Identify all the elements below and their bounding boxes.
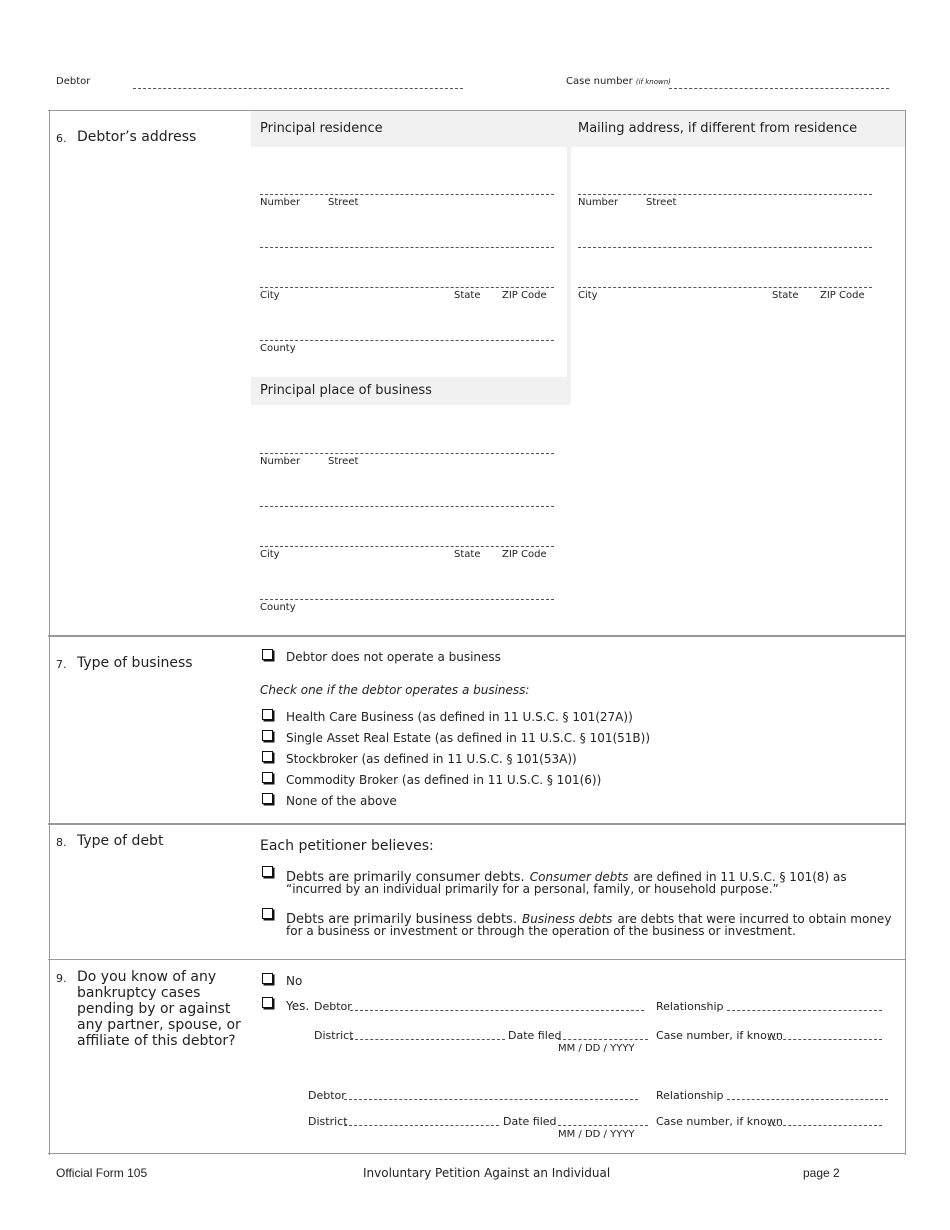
debtor-label: Debtor xyxy=(314,1000,352,1013)
city-label: City xyxy=(260,549,280,560)
checkbox-single-asset[interactable] xyxy=(262,730,273,741)
checkbox-yes[interactable] xyxy=(262,997,273,1008)
page-number: page 2 xyxy=(803,1166,840,1180)
county-label: County xyxy=(260,602,296,613)
option-label: None of the above xyxy=(286,794,397,808)
street-label: Street xyxy=(328,456,359,467)
principal-residence-heading: Principal residence xyxy=(260,121,383,136)
business-street-line2-field[interactable] xyxy=(260,506,554,507)
section-title: Type of business xyxy=(77,655,193,671)
business-debts-line1: Debts are primarily business debts. Business debts are debts that were incurred to obtain money xyxy=(286,912,892,927)
frame-right-border xyxy=(905,110,906,1155)
zip-label: ZIP Code xyxy=(502,290,547,301)
date-format-hint: MM / DD / YYYY xyxy=(558,1043,635,1054)
case1-date-field[interactable] xyxy=(558,1039,648,1040)
district-label: District xyxy=(308,1115,348,1128)
case-number-label: Case number (if known) xyxy=(566,76,671,87)
county-label: County xyxy=(260,343,296,354)
case2-district-field[interactable] xyxy=(344,1125,499,1126)
street-label: Street xyxy=(646,197,677,208)
option-label: Commodity Broker (as defined in 11 U.S.C. § 101(6)) xyxy=(286,773,602,787)
section-number: 9. xyxy=(56,972,67,985)
case1-case-number-field[interactable] xyxy=(768,1039,882,1040)
section-number: 6. xyxy=(56,132,67,145)
section-number: 7. xyxy=(56,658,67,671)
section-divider-9 xyxy=(48,959,906,960)
checkbox-none-of-above[interactable] xyxy=(262,793,273,804)
section-title: Debtor’s address xyxy=(77,129,197,145)
yes-label: Yes. xyxy=(286,999,310,1013)
frame-left-border xyxy=(49,110,50,1155)
section-title: Do you know of any bankruptcy cases pending by or against any partner, spouse, or affiliate of this debtor? xyxy=(77,969,241,1049)
case1-relationship-field[interactable] xyxy=(727,1010,882,1011)
checkbox-commodity-broker[interactable] xyxy=(262,772,273,783)
checkbox-health-care[interactable] xyxy=(262,709,273,720)
column-separator xyxy=(567,111,571,405)
no-label: No xyxy=(286,974,303,988)
case2-date-field[interactable] xyxy=(558,1125,648,1126)
number-label: Number xyxy=(578,197,619,208)
section-title: Type of debt xyxy=(77,833,164,849)
consumer-debts-line1: Debts are primarily consumer debts. Consumer debts are defined in 11 U.S.C. § 101(8) as xyxy=(286,870,847,885)
state-label: State xyxy=(454,549,481,560)
checkbox-stockbroker[interactable] xyxy=(262,751,273,762)
date-filed-label: Date filed xyxy=(508,1029,562,1042)
business-street-field[interactable] xyxy=(260,453,554,454)
checkbox-business-debts[interactable] xyxy=(262,908,273,919)
form-name: Official Form 105 xyxy=(56,1166,148,1180)
case2-case-number-field[interactable] xyxy=(768,1125,882,1126)
option-label: Stockbroker (as defined in 11 U.S.C. § 101(53A)) xyxy=(286,752,577,766)
principal-business-heading: Principal place of business xyxy=(260,383,432,398)
business-county-field[interactable] xyxy=(260,599,554,600)
relationship-label: Relationship xyxy=(656,1000,724,1013)
state-label: State xyxy=(454,290,481,301)
case-number-label: Case number, if known xyxy=(656,1115,783,1128)
form-title: Involuntary Petition Against an Individual xyxy=(363,1166,611,1180)
option-label: Health Care Business (as defined in 11 U.S.C. § 101(27A)) xyxy=(286,710,633,724)
residence-county-field[interactable] xyxy=(260,340,554,341)
mailing-address-heading: Mailing address, if different from residence xyxy=(578,121,858,136)
mailing-street-field[interactable] xyxy=(578,194,872,195)
relationship-label: Relationship xyxy=(656,1089,724,1102)
city-label: City xyxy=(260,290,280,301)
date-filed-label: Date filed xyxy=(503,1115,557,1128)
option-label: Single Asset Real Estate (as defined in 11 U.S.C. § 101(51B)) xyxy=(286,731,651,745)
street-label: Street xyxy=(328,197,359,208)
state-label: State xyxy=(772,290,799,301)
number-label: Number xyxy=(260,197,301,208)
frame-bottom-border xyxy=(48,1153,906,1154)
debtor-label: Debtor xyxy=(308,1089,346,1102)
residence-city-field[interactable] xyxy=(260,287,554,288)
zip-label: ZIP Code xyxy=(502,549,547,560)
mailing-city-field[interactable] xyxy=(578,287,872,288)
no-business-label: Debtor does not operate a business xyxy=(286,650,501,664)
debtor-name-field[interactable] xyxy=(133,88,463,89)
residence-street-line2-field[interactable] xyxy=(260,247,554,248)
case-number-label: Case number, if known xyxy=(656,1029,783,1042)
checkbox-no-business[interactable] xyxy=(262,649,273,660)
checkbox-no[interactable] xyxy=(262,973,273,984)
checkbox-consumer-debts[interactable] xyxy=(262,866,273,877)
business-debts-line2: for a business or investment or through the operation of the business or investment. xyxy=(286,924,796,938)
case1-debtor-field[interactable] xyxy=(350,1010,644,1011)
debtor-label: Debtor xyxy=(56,76,91,87)
district-label: District xyxy=(314,1029,354,1042)
case2-debtor-field[interactable] xyxy=(344,1099,638,1100)
business-city-field[interactable] xyxy=(260,546,554,547)
date-format-hint: MM / DD / YYYY xyxy=(558,1129,635,1140)
consumer-debts-line2: “incurred by an individual primarily for a personal, family, or household purpose.” xyxy=(286,882,779,896)
section-number: 8. xyxy=(56,836,67,849)
case2-relationship-field[interactable] xyxy=(727,1099,888,1100)
case1-district-field[interactable] xyxy=(350,1039,505,1040)
number-label: Number xyxy=(260,456,301,467)
zip-label: ZIP Code xyxy=(820,290,865,301)
business-instruction: Check one if the debtor operates a business: xyxy=(260,683,530,697)
section-divider-7 xyxy=(48,635,906,637)
mailing-street-line2-field[interactable] xyxy=(578,247,872,248)
case-number-field[interactable] xyxy=(669,88,889,89)
residence-street-field[interactable] xyxy=(260,194,554,195)
debt-lead: Each petitioner believes: xyxy=(260,838,434,854)
section-divider-8 xyxy=(48,823,906,825)
city-label: City xyxy=(578,290,598,301)
